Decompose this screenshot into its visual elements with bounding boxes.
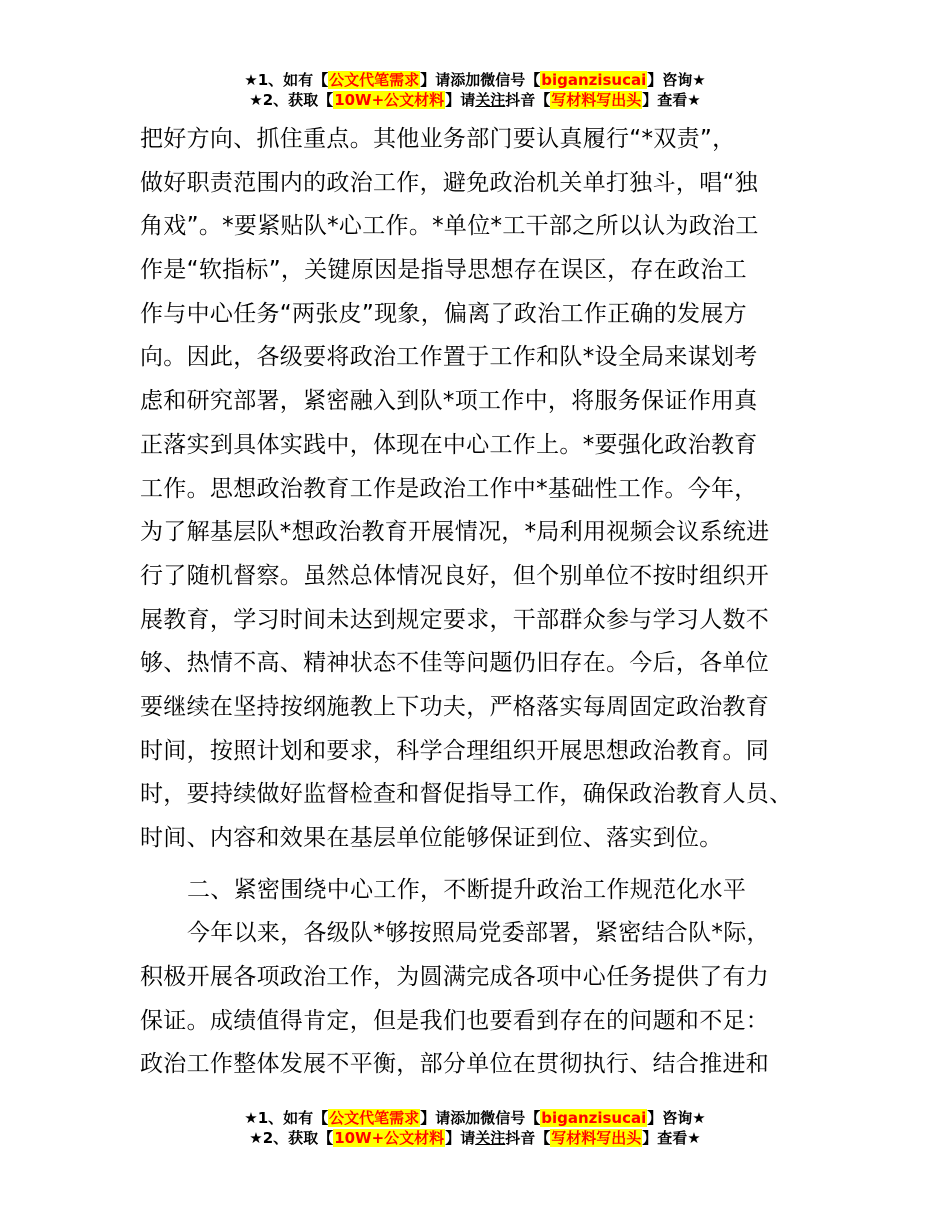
- text-line: 积极开展各项政治工作，为圆满完成各项中心任务提供了有力: [140, 964, 770, 991]
- text-line: 工作。思想政治教育工作是政治工作中*基础性工作。今年，: [140, 475, 758, 502]
- text-line: 虑和研究部署，紧密融入到队*项工作中，将服务保证作用真: [140, 388, 758, 415]
- heading-text: 二、紧密围绕中心工作，不断提升政治工作规范化水平: [187, 876, 747, 903]
- section-heading: [140, 869, 820, 913]
- follow-underlined: 关注: [475, 1129, 506, 1147]
- banner-highlight: 10W+公文材料: [334, 91, 445, 109]
- banner-highlight: 公文代笔需求: [329, 1109, 420, 1127]
- text-line: 要继续在坚持按纲施教上下功夫，严格落实每周固定政治教育: [140, 693, 770, 720]
- document-body: [140, 118, 820, 1087]
- banner-highlight: 10W+公文材料: [334, 1129, 445, 1147]
- douyin-highlight: 写材料写出头: [551, 91, 642, 109]
- text-line: 正落实到具体实践中，体现在中心工作上。*要强化政治教育: [140, 431, 758, 458]
- banner-highlight: 公文代笔需求: [329, 71, 420, 89]
- text-line: 时间，按照计划和要求，科学合理组织开展思想政治教育。同: [140, 737, 770, 764]
- text-line: 够、热情不高、精神状态不佳等问题仍旧存在。今后，各单位: [140, 650, 770, 677]
- wechat-id-highlight: biganzisucai: [541, 71, 647, 89]
- footer-banner: [0, 1108, 950, 1148]
- banner-line-2: ★2、获取【10W+公文材料】请关注抖音【写材料写出头】查看★: [249, 1129, 701, 1147]
- follow-underlined: 关注: [475, 91, 506, 109]
- paragraph-1: [140, 118, 820, 861]
- text-line: 作与中心任务“两张皮”现象，偏离了政治工作正确的发展方: [140, 300, 747, 327]
- banner-line-2: ★2、获取【10W+公文材料】请关注抖音【写材料写出头】查看★: [249, 91, 701, 109]
- header-banner: [0, 70, 950, 110]
- paragraph-2: [140, 912, 820, 1087]
- text-line: 时间、内容和效果在基层单位能够保证到位、落实到位。: [140, 825, 723, 851]
- text-line: 做好职责范围内的政治工作，避免政治机关单打独斗，唱“独: [140, 169, 759, 196]
- douyin-highlight: 写材料写出头: [551, 1129, 642, 1147]
- text-line: 保证。成绩值得肯定，但是我们也要看到存在的问题和不足：: [140, 1007, 770, 1034]
- text-line: 向。因此，各级要将政治工作置于工作和队*设全局来谋划考: [140, 344, 758, 371]
- text-line: 行了随机督察。虽然总体情况良好，但个别单位不按时组织开: [140, 562, 770, 589]
- text-line: 展教育，学习时间未达到规定要求，干部群众参与学习人数不: [140, 606, 770, 633]
- text-line: 角戏”。*要紧贴队*心工作。*单位*工干部之所以认为政治工: [140, 213, 759, 240]
- text-line: 今年以来，各级队*够按照局党委部署，紧密结合队*际，: [187, 920, 770, 947]
- wechat-id-highlight: biganzisucai: [541, 1109, 647, 1127]
- text-line: 作是“软指标”，关键原因是指导思想存在误区，存在政治工: [140, 257, 747, 284]
- text-line: 政治工作整体发展不平衡，部分单位在贯彻执行、结合推进和: [140, 1051, 770, 1078]
- banner-line-1: ★1、如有【公文代笔需求】请添加微信号【biganzisucai】咨询★: [244, 1109, 706, 1127]
- banner-line-1: ★1、如有【公文代笔需求】请添加微信号【biganzisucai】咨询★: [244, 71, 706, 89]
- text-line: 为了解基层队*想政治教育开展情况，*局利用视频会议系统进: [140, 519, 770, 546]
- text-line: 时，要持续做好监督检查和督促指导工作，确保政治教育人员、: [140, 781, 793, 808]
- text-line: 把好方向、抓住重点。其他业务部门要认真履行“*双责”，: [140, 126, 736, 152]
